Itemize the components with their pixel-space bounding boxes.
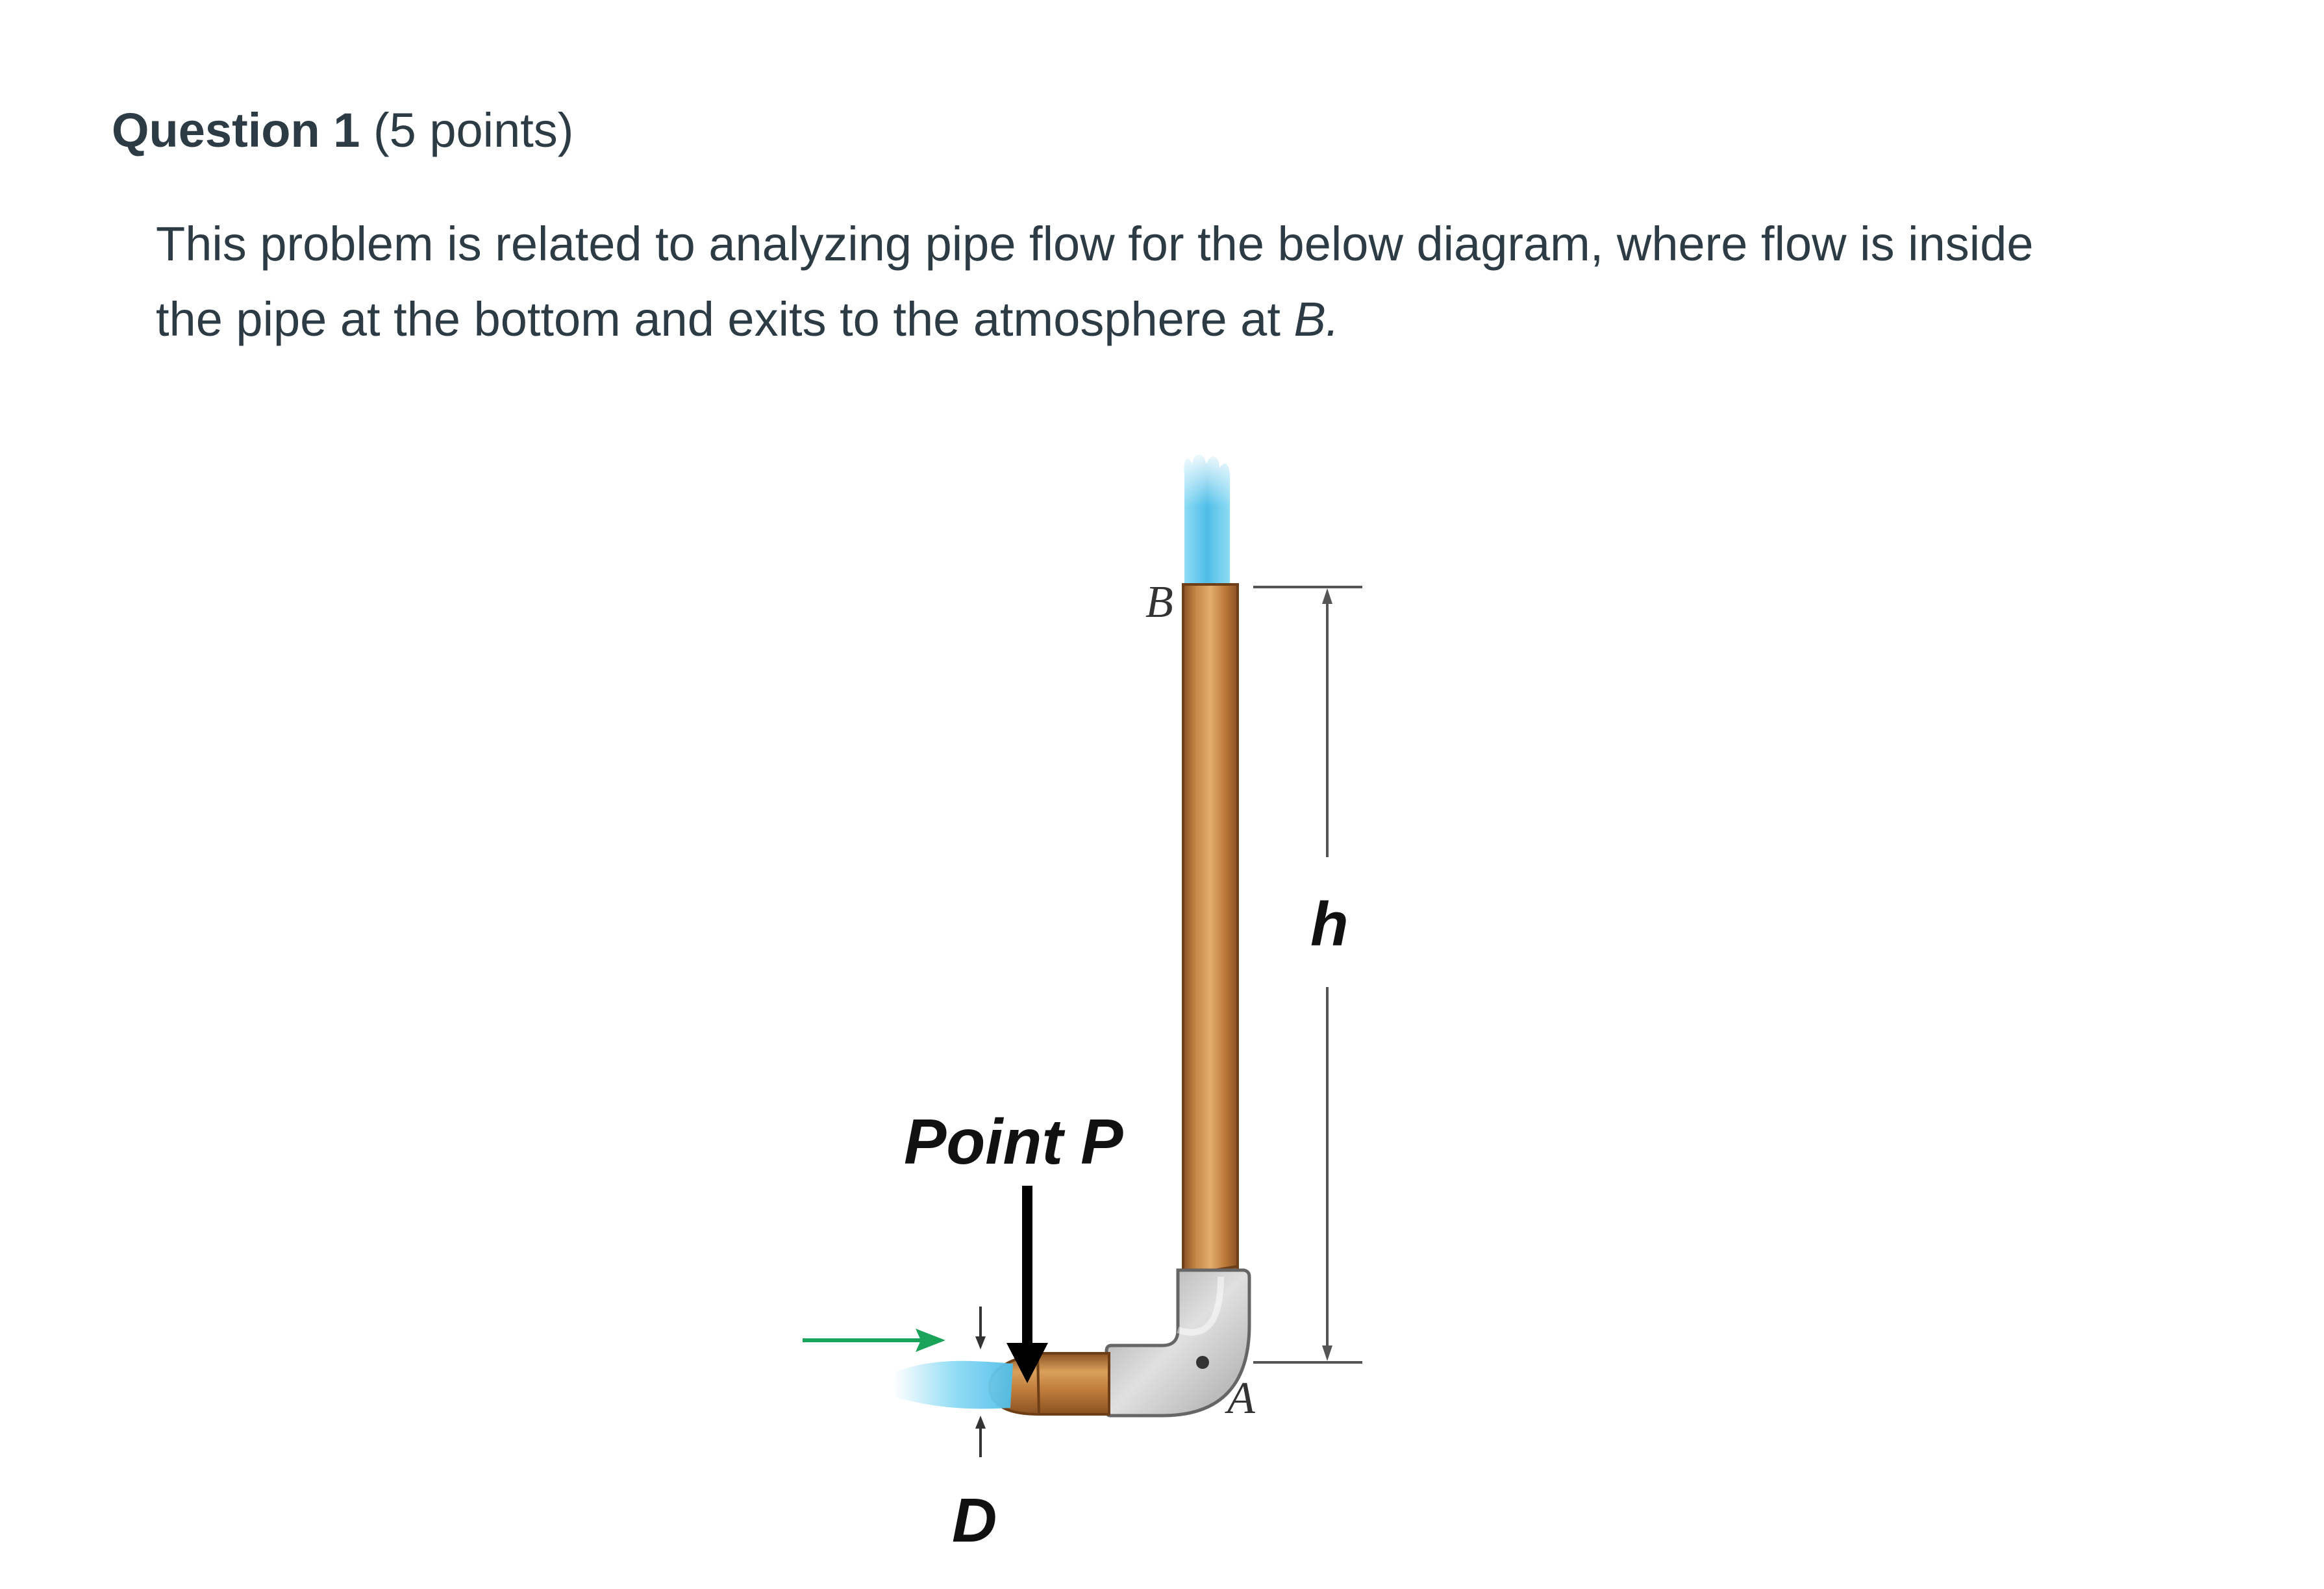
vertical-pipe <box>1183 584 1238 1274</box>
label-b: B <box>1145 577 1173 627</box>
question-text-emphasis: B. <box>1293 292 1340 346</box>
label-point-p: Point P <box>904 1106 1123 1177</box>
label-a: A <box>1227 1373 1255 1423</box>
flow-arrow <box>803 1329 945 1352</box>
label-h: h <box>1310 890 1349 959</box>
question-title: Question 1 <box>112 103 360 157</box>
label-d: D <box>952 1486 997 1555</box>
point-a-dot <box>1196 1356 1209 1369</box>
water-jet-top <box>1184 455 1230 584</box>
question-points: (5 points) <box>373 103 574 157</box>
question-text-body: This problem is related to analyzing pipe flow for the below diagram, where flow is inside the pipe at the bottom and exits to the atmosphere at <box>156 217 2034 346</box>
point-p-arrow <box>1006 1186 1048 1383</box>
height-dimension <box>1253 587 1362 1362</box>
water-inlet <box>893 1361 1013 1409</box>
